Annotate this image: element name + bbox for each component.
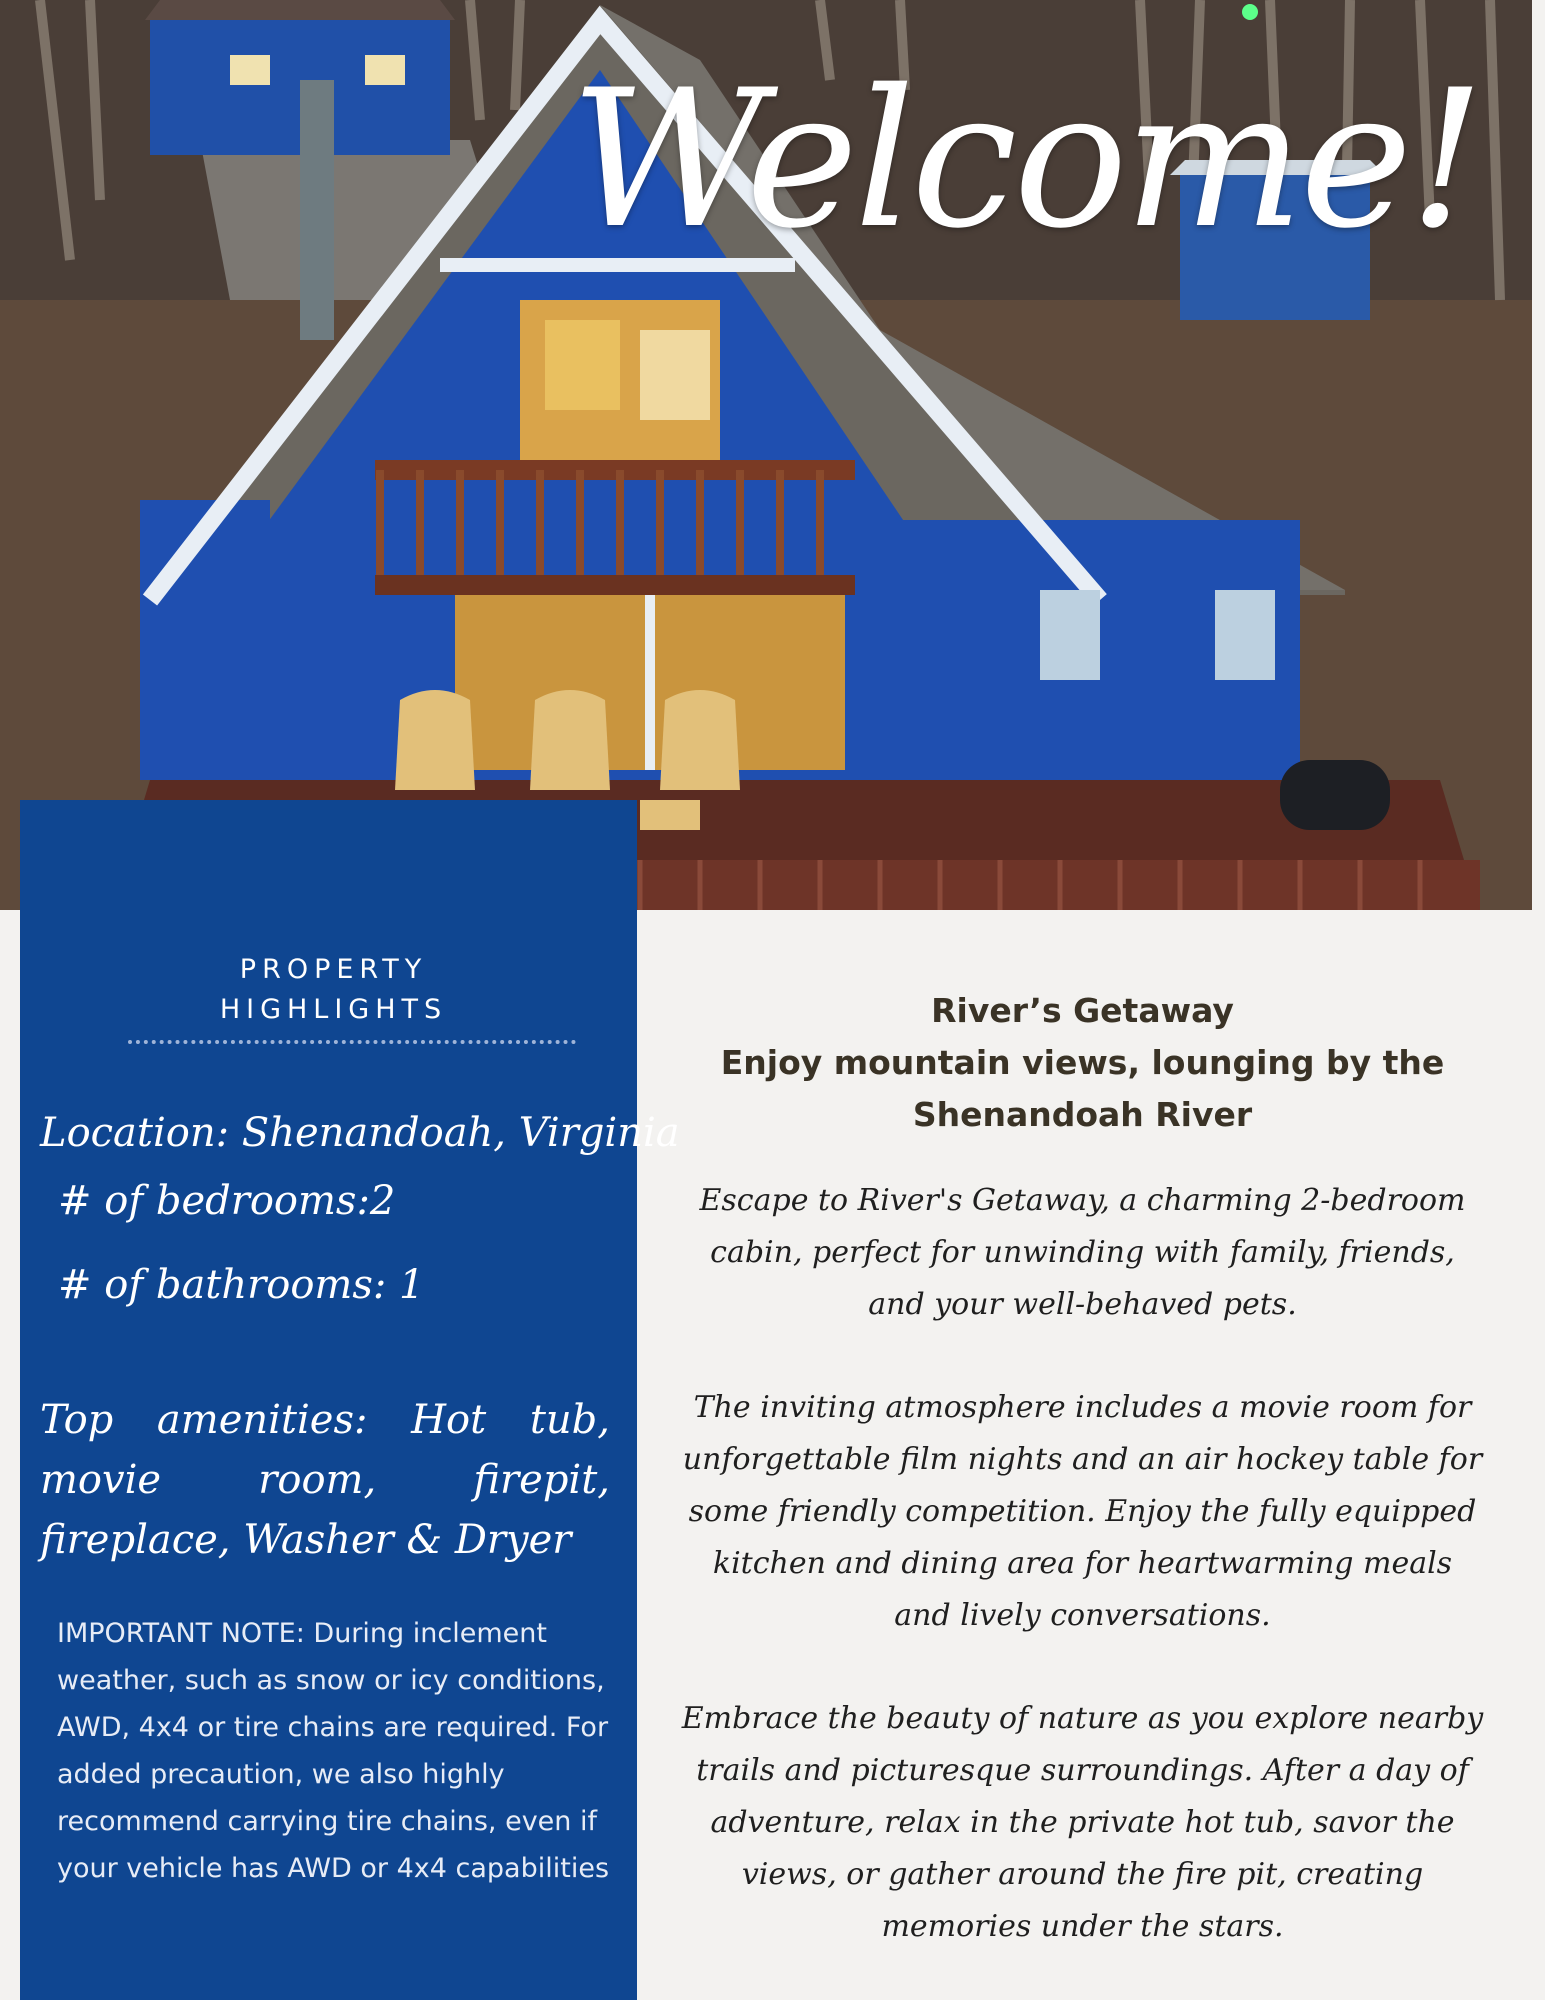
listing-name: River’s Getaway xyxy=(931,991,1234,1030)
property-highlights-heading xyxy=(20,950,647,1030)
hero-photo xyxy=(0,0,1532,910)
welcome-script-title: Welcome! xyxy=(570,49,1481,270)
listing-tagline-line-1: Enjoy mountain views, lounging by the xyxy=(720,1043,1445,1082)
location-detail: Location: Shenandoah, Virginia xyxy=(40,1110,680,1156)
top-amenities: Top amenities: Hot tub, movie room, firepit, fireplace, Washer & Dryer xyxy=(40,1397,610,1563)
heading-line-1: PROPERTY xyxy=(239,954,428,985)
important-note: IMPORTANT NOTE: During inclement weather, such as snow or icy conditions, AWD, 4x4 or tire chains are required. For added precaution, we also highly recommend carrying tire chains, even if your vehicle has AWD or 4x4 capabilities xyxy=(57,1618,610,1884)
description-paragraph-2: The inviting atmosphere includes a movie room for unforgettable film nights and an air hockey table for some friendly competition. Enjoy the fully equipped kitchen and dining area for heartwarming meals and lively conversations. xyxy=(682,1390,1483,1633)
listing-title-block xyxy=(660,985,1505,1141)
description-paragraph-1: Escape to River's Getaway, a charming 2-bedroom cabin, perfect for unwinding with family, friends, and your well-behaved pets. xyxy=(699,1183,1466,1322)
dotted-divider xyxy=(128,1040,576,1044)
bedrooms-detail: # of bedrooms:2 xyxy=(58,1178,396,1224)
description-paragraph-3: Embrace the beauty of nature as you explore nearby trails and picturesque surroundings. After a day of adventure, relax in the private hot tub, savor the views, or gather around the fire pit, creating memories under the stars. xyxy=(681,1701,1484,1944)
listing-tagline-line-2: Shenandoah River xyxy=(912,1095,1253,1134)
heading-line-2: HIGHLIGHTS xyxy=(219,994,448,1025)
bathrooms-detail: # of bathrooms: 1 xyxy=(58,1262,425,1308)
property-highlights-panel xyxy=(20,800,680,2000)
